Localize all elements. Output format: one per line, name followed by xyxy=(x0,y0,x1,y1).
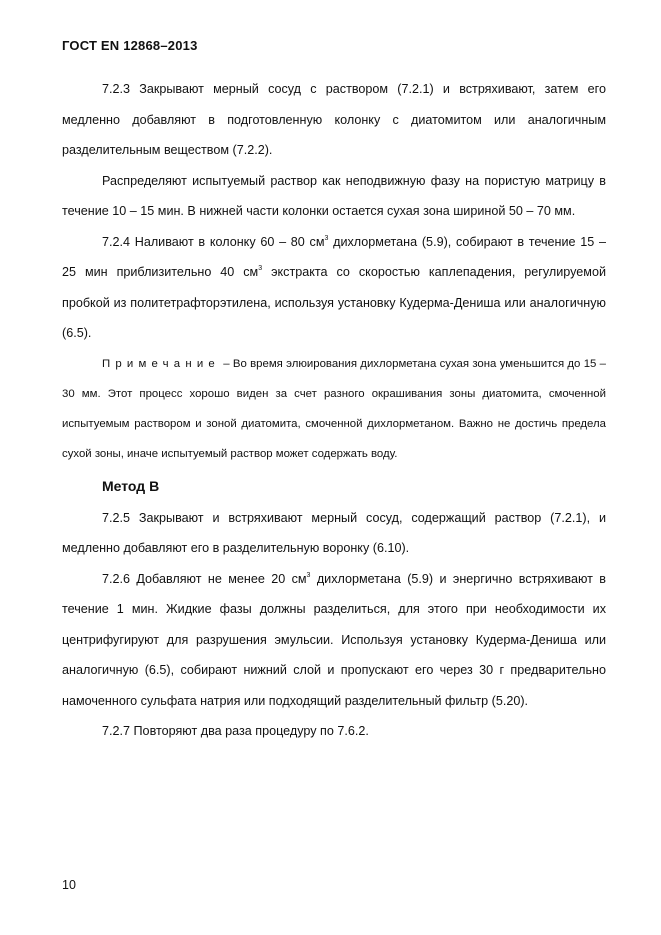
p724-part-a: 7.2.4 Наливают в колонку 60 – 80 см xyxy=(102,234,325,249)
p726-part-a: 7.2.6 Добавляют не менее 20 см xyxy=(102,571,307,586)
superscript-3: 3 xyxy=(258,265,263,272)
paragraph-7-2-7: 7.2.7 Повторяют два раза процедуру по 7.6.2. xyxy=(102,724,369,738)
document-header: ГОСТ EN 12868–2013 xyxy=(62,38,198,53)
paragraph-7-2-3: 7.2.3 Закрывают мерный сосуд с раствором (7.2.1) и встряхивают, затем его медленно добавляют в подготовленную колонку с диатомитом или аналогичным разделительным веществом (7.2.2). xyxy=(62,82,606,157)
superscript-3: 3 xyxy=(324,234,329,242)
p724-part-b: дихлорметана (5.9), собирают в течение 15 – 25 мин приблизительно 40 см xyxy=(62,234,606,279)
page-number: 10 xyxy=(62,878,76,892)
paragraph-distribute: Распределяют испытуемый раствор как неподвижную фазу на пористую матрицу в течение 10 – 15 мин. В нижней части колонки остается сухая зона шириной 50 – 70 мм. xyxy=(62,173,606,218)
note xyxy=(62,349,606,469)
note-text: – Во время элюирования дихлорметана сухая зона уменьшится до 15 – 30 мм. Этот процесс хорошо виден за счет разного окрашивания зоны диатомита, смоченной испытуемым раствором и зоной диатомита, смоченной дихлорметаном. Важно не достичь предела сухой зоны, иначе испытуемый раствор может содержать воду. xyxy=(62,357,606,460)
p724-part-c: экстракта со скоростью каплепадения, регулируемой пробкой из политетрафторэтилена, используя установку Кудерма-Дениша или аналогичную (6.5). xyxy=(62,265,606,340)
p726-part-b: дихлорметана (5.9) и энергично встряхивают в течение 1 мин. Жидкие фазы должны разделиться, для этого при необходимости их центрифугируют для разрушения эмульсии. Используя установку Кудерма-Дениша или аналогичную (6.5), собирают нижний слой и пропускают его через 30 г предварительно намоченного сульфата натрия или подходящий разделительный фильтр (5.20). xyxy=(62,571,606,708)
paragraph-7-2-6 xyxy=(62,564,606,717)
method-b-heading: Метод В xyxy=(102,477,160,494)
document-body xyxy=(62,74,606,747)
note-label: Примечание xyxy=(102,357,220,370)
superscript-3: 3 xyxy=(306,571,311,579)
paragraph-7-2-5: 7.2.5 Закрывают и встряхивают мерный сосуд, содержащий раствор (7.2.1), и медленно добавляют его в разделительную воронку (6.10). xyxy=(62,510,606,555)
paragraph-7-2-4 xyxy=(62,227,606,349)
